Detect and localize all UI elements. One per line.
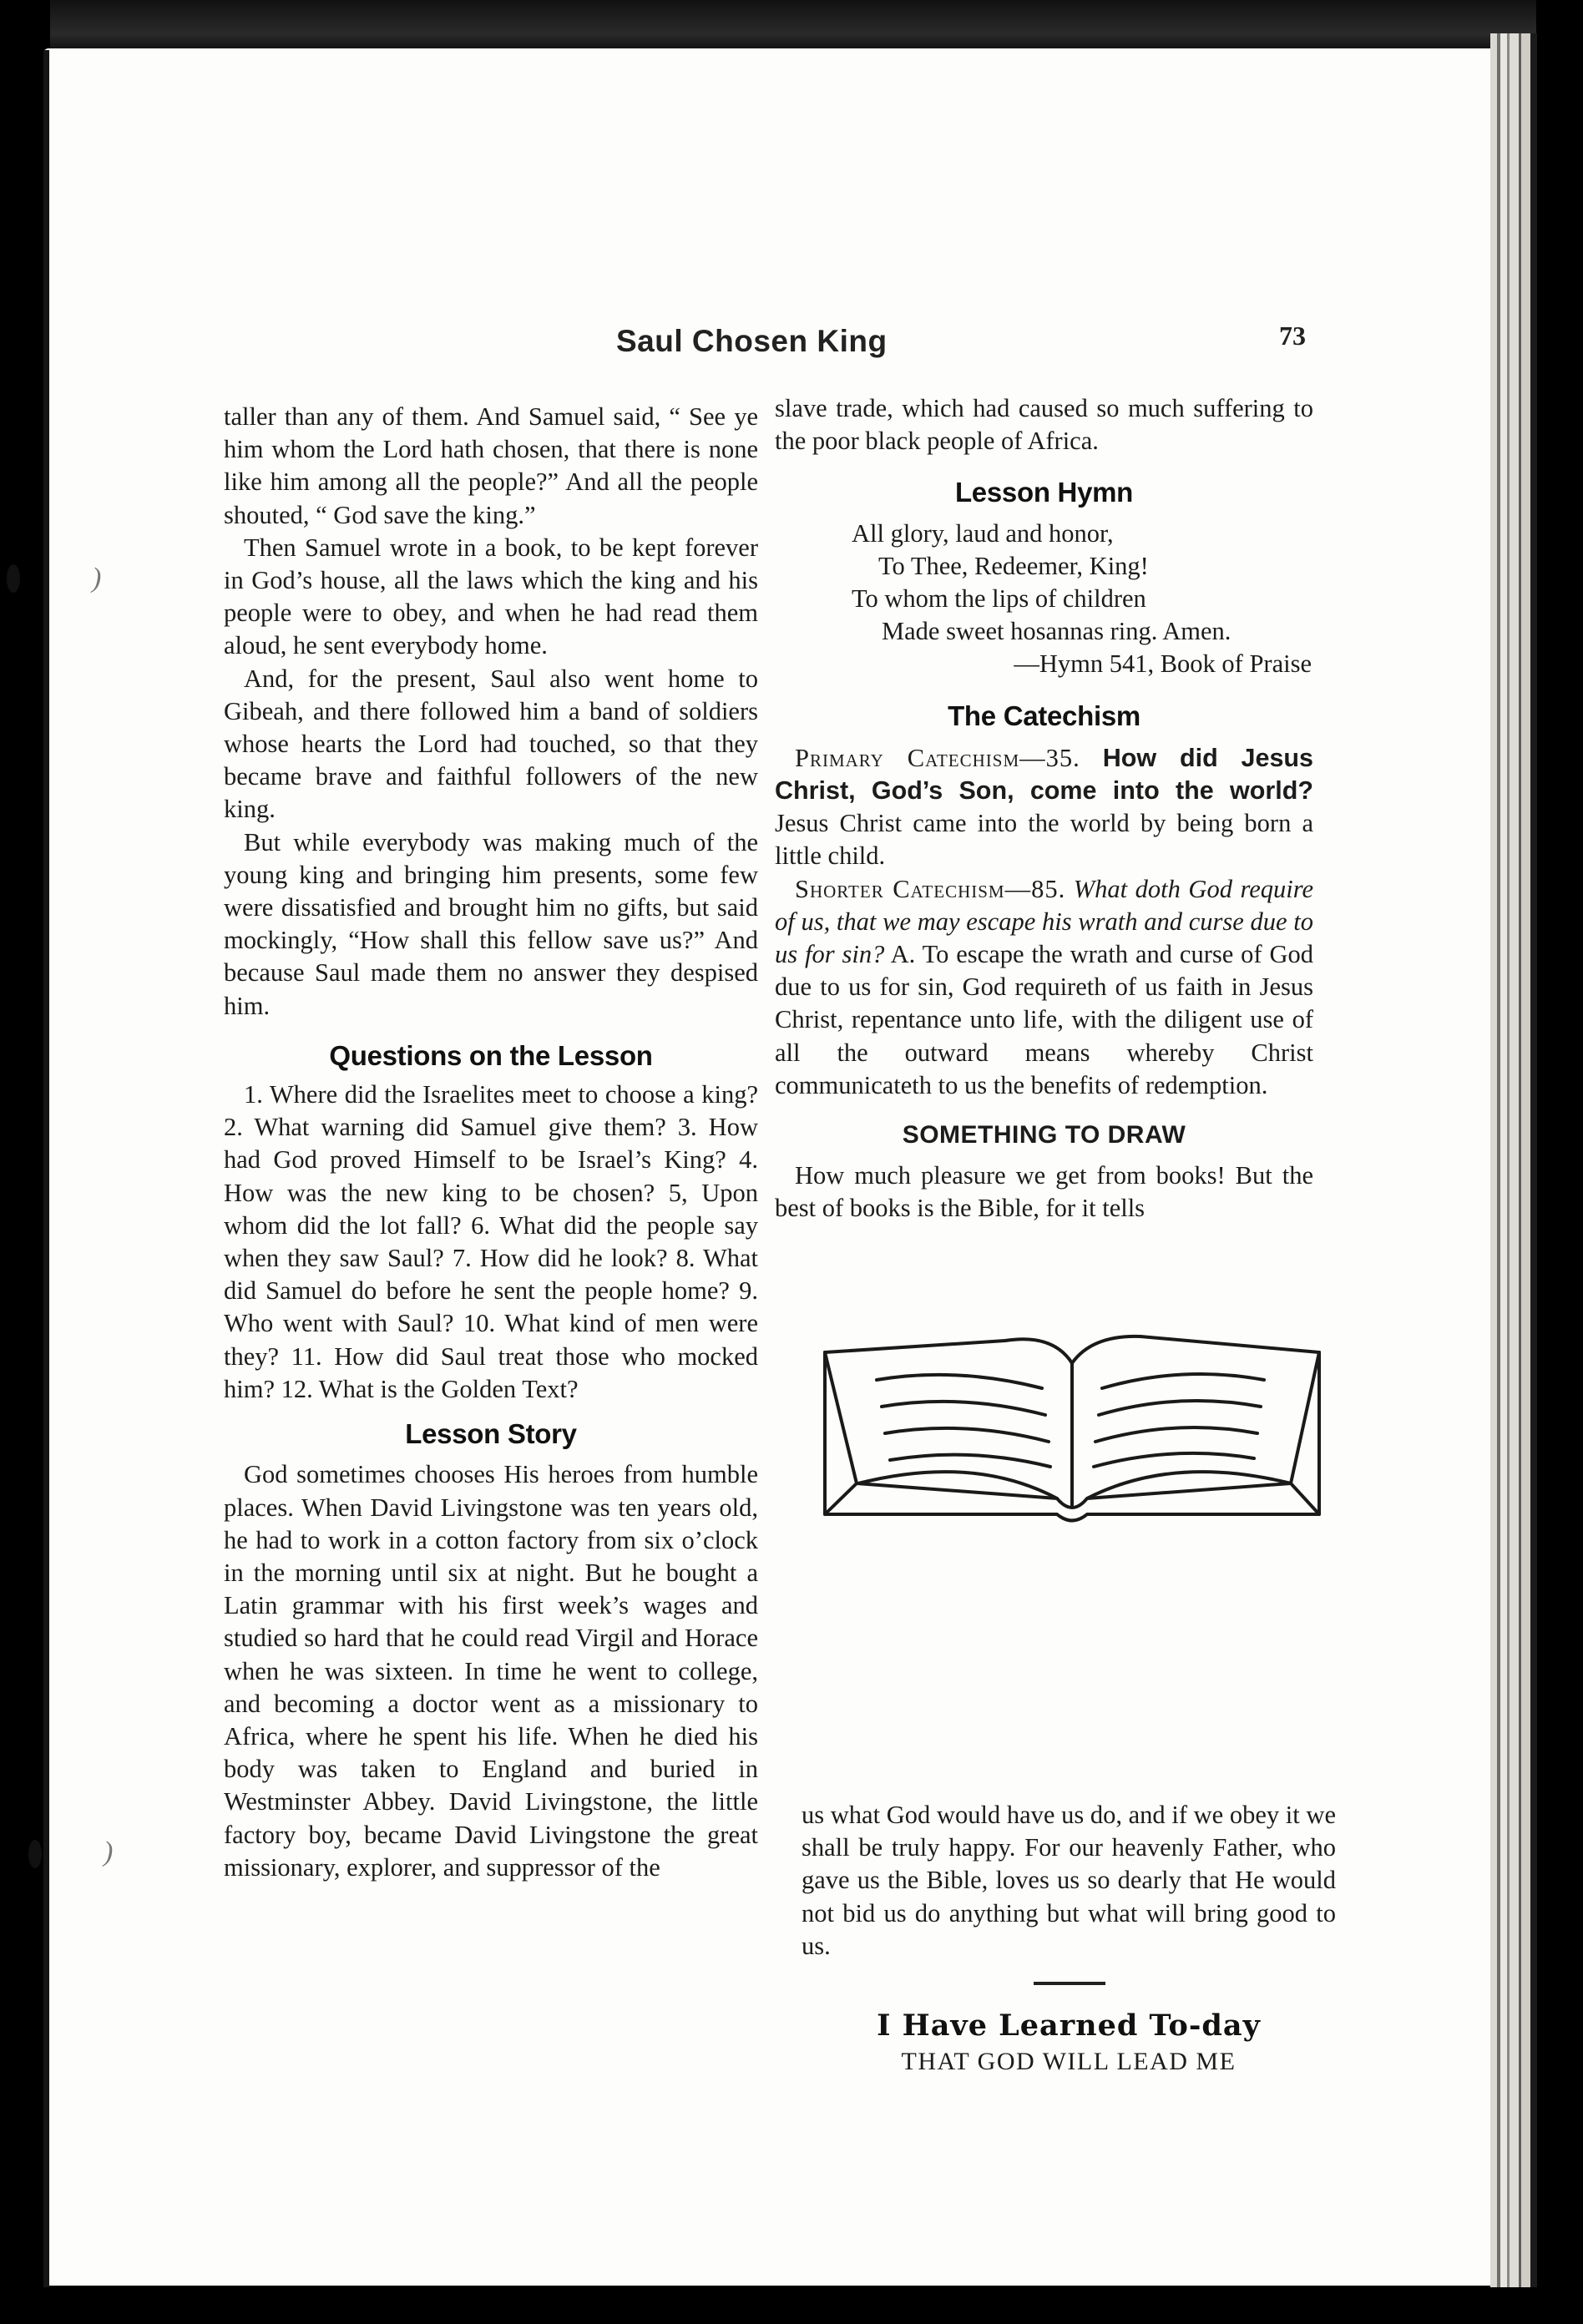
story-paragraph: But while everybody was making much of the young king and bringing him presents, some few were dissatisfied and brought him no gifts, but said mockingly, “How shall this fellow save us?” And because Saul made them no answer they despised him. xyxy=(224,827,758,1020)
binding-hole-mark xyxy=(7,564,20,593)
right-column xyxy=(775,392,1313,1225)
hymn-source: —Hymn 541, Book of Praise xyxy=(1014,649,1312,679)
learned-today-lesson: THAT GOD WILL LEAD ME xyxy=(901,2048,1237,2075)
page-stack-edge xyxy=(1490,33,1537,2287)
binding-bleed-mark: ) xyxy=(92,563,102,594)
story-paragraph: And, for the present, Saul also went home to Gibeah, and there followed him a band of soldiers whose hearts the Lord had touched, so that they became brave and faithful followers of the new king. xyxy=(224,664,758,824)
binding-bleed-mark: ) xyxy=(104,1836,114,1867)
primary-catechism-question: How did Jesus Christ, God’s Son, come into the world? xyxy=(775,743,1314,806)
primary-catechism xyxy=(775,742,1313,873)
lesson-story-heading: Lesson Story xyxy=(405,1418,577,1450)
story-paragraph: Then Samuel wrote in a book, to be kept forever in God’s house, all the laws which the king and his people were to obey, and when he had read them aloud, he sent everybody home. xyxy=(224,533,758,660)
learned-today-block xyxy=(802,2008,1336,2076)
primary-catechism-label: Primary Catechism—35. xyxy=(795,743,1080,772)
page-left-edge xyxy=(43,50,49,2287)
hymn-line: Made sweet hosannas ring. Amen. xyxy=(882,617,1232,646)
shorter-catechism-answer: A. To escape the wrath and curse of God due to us for sin, God requireth of us faith in Jesus Christ, repentance unto life, with the diligent use of all the outward means whereby Christ communicateth to us the benefits of redemption. xyxy=(775,940,1313,1099)
hymn-heading: Lesson Hymn xyxy=(954,477,1134,508)
questions-heading: Questions on the Lesson xyxy=(329,1039,653,1071)
primary-catechism-answer: Jesus Christ came into the world by being born a little child. xyxy=(775,809,1313,871)
hymn-line: All glory, laud and honor, xyxy=(852,518,1114,548)
story-continuation: slave trade, which had caused so much suffering to the poor black people of Africa. xyxy=(775,394,1313,456)
hymn-line: To Thee, Redeemer, King! xyxy=(878,551,1149,580)
learned-today-title: I Have Learned To-day xyxy=(877,2008,1261,2043)
catechism-heading: The Catechism xyxy=(948,700,1140,731)
open-book-illustration xyxy=(807,1316,1341,1528)
binding-hole-mark xyxy=(28,1840,42,1868)
left-column xyxy=(224,401,758,1884)
draw-text: How much pleasure we get from books! But the best of books is the Bible, for it tells xyxy=(775,1161,1313,1223)
story-paragraph: taller than any of them. And Samuel said, “ See ye him whom the Lord hath chosen, that there is none like him among all the people?” And all the people shouted, “ God save the king.” xyxy=(224,402,758,529)
page-number: 73 xyxy=(1279,321,1306,351)
lesson-story-text: God sometimes chooses His heroes from humble places. When David Livingstone was ten years old, he had to work in a cotton factory from six o’clock in the morning until six at night. But he bought a Latin grammar with his first week’s wages and studied so hard that he could read Virgil and Horace when he was sixteen. In time he went to college, and becoming a doctor went as a missionary to Africa, where he spent his life. When he died his body was taken to England and buried in Westminster Abbey. David Livingstone, the little factory boy, became David Livingstone the great missionary, explorer, and suppressor of the xyxy=(224,1460,758,1882)
section-divider xyxy=(1034,1982,1105,1985)
hymn-verse xyxy=(775,518,1313,681)
questions-text: 1. Where did the Israelites meet to choose a king? 2. What warning did Samuel give them? 3. How had God proved Himself to be Israel’s King? 4. How was the new king to be chosen? 5, Upon whom did the lot fall? 6. What did the people say when they saw Saul? 7. How did he look? 8. What did Samuel do before he sent the people home? 9. Who went with Saul? 10. What kind of men were they? 11. How did Saul treat those who mocked him? 12. What is the Golden Text? xyxy=(224,1080,758,1403)
something-to-draw-heading: SOMETHING TO DRAW xyxy=(902,1121,1186,1149)
shorter-catechism xyxy=(775,873,1313,1102)
draw-continuation-block xyxy=(802,1799,1336,1963)
running-title: Saul Chosen King xyxy=(616,324,888,358)
draw-continuation: us what God would have us do, and if we obey it we shall be truly happy. For our heavenly Father, who gave us the Bible, loves us so dearly that He would not bid us do anything but what will bring good to us. xyxy=(802,1801,1336,1960)
shorter-catechism-label: Shorter Catechism—85. xyxy=(795,874,1066,903)
shorter-catechism-question: What doth God require of us, that we may escape his wrath and curse due to us for sin? xyxy=(775,874,1313,969)
open-book-icon xyxy=(807,1316,1341,1528)
hymn-line: To whom the lips of children xyxy=(852,584,1146,614)
